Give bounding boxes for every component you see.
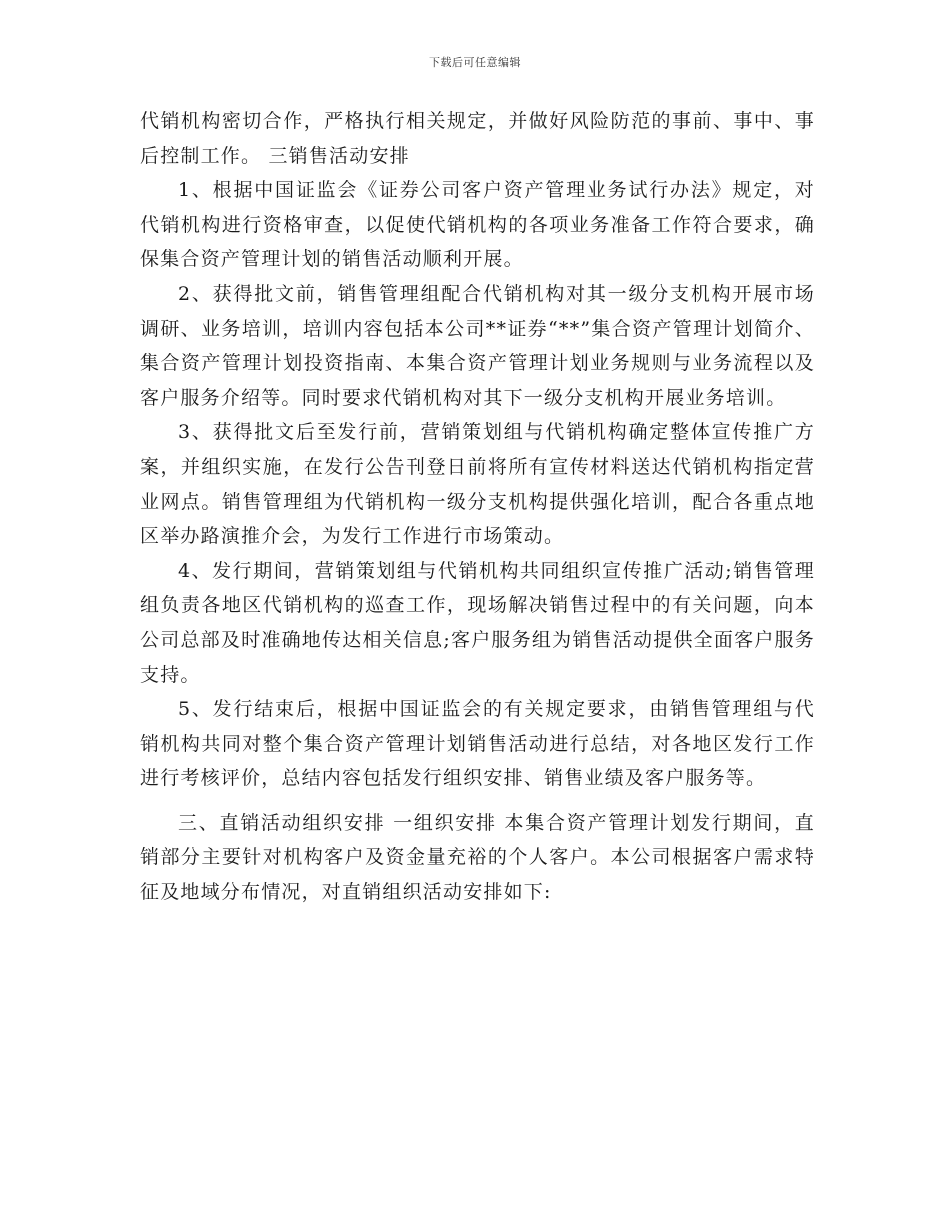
paragraph-item-1: 1、根据中国证监会《证券公司客户资产管理业务试行办法》规定，对代销机构进行资格审查，以促使代销机构的各项业务准备工作符合要求，确保集合资产管理计划的销售活动顺利开展。	[140, 179, 815, 271]
paragraph-item-5: 5、发行结束后，根据中国证监会的有关规定要求，由销售管理组与代销机构共同对整个集合资产管理计划销售活动进行总结，对各地区发行工作进行考核评价，总结内容包括发行组织安排、销售业绩及客户服务等。	[140, 698, 815, 790]
paragraph-item-2: 2、获得批文前，销售管理组配合代销机构对其一级分支机构开展市场调研、业务培训，培训内容包括本公司**证券“**”集合资产管理计划简介、集合资产管理计划投资指南、本集合资产管理计划业务规则与业务流程以及客户服务介绍等。同时要求代销机构对其下一级分支机构开展业务培训。	[140, 282, 815, 409]
paragraph-item-4: 4、发行期间，营销策划组与代销机构共同组织宣传推广活动;销售管理组负责各地区代销机构的巡查工作，现场解决销售过程中的有关问题，向本公司总部及时准确地传达相关信息;客户服务组为销售活动提供全面客户服务支持。	[140, 559, 815, 686]
paragraph-intro-continuation: 代销机构密切合作，严格执行相关规定，并做好风险防范的事前、事中、事后控制工作。 三销售活动安排	[140, 110, 815, 167]
paragraph-section-direct-sales: 三、直销活动组织安排 一组织安排 本集合资产管理计划发行期间，直销部分主要针对机构客户及资金量充裕的个人客户。本公司根据客户需求特征及地域分布情况，对直销组织活动安排如下:	[140, 811, 815, 904]
paragraph-item-3: 3、获得批文后至发行前，营销策划组与代销机构确定整体宣传推广方案，并组织实施，在发行公告刊登日前将所有宣传材料送达代销机构指定营业网点。销售管理组为代销机构一级分支机构提供强化培训，配合各重点地区举办路演推介会，为发行工作进行市场策动。	[140, 421, 815, 548]
document-body	[140, 104, 815, 910]
page-header: 下载后可任意编辑	[429, 56, 521, 69]
